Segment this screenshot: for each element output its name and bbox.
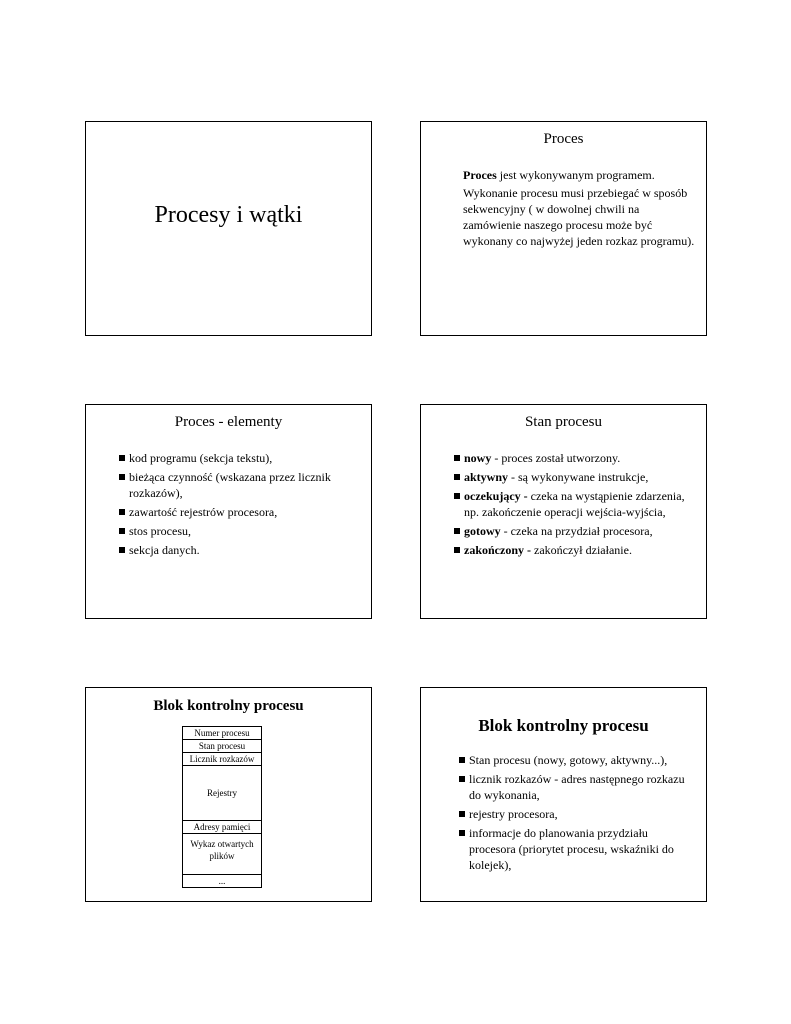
list-item — [454, 450, 696, 466]
list-item-text: zawartość rejestrów procesora, — [129, 505, 278, 519]
list-item — [119, 469, 359, 501]
pcb-row: Adresy pamięci — [183, 821, 261, 834]
list-item-text: informacje do planowania przydziału procesora (priorytet procesu, wskaźniki do kolejek), — [469, 826, 674, 872]
slide-1 — [85, 121, 372, 336]
list-item-text: Stan procesu (nowy, gotowy, aktywny...), — [469, 753, 668, 767]
square-bullet-icon — [119, 547, 125, 553]
slide-3-title: Proces - elementy — [174, 414, 283, 430]
slide-2-body — [463, 167, 696, 251]
square-bullet-icon — [459, 811, 465, 817]
state-description: czeka na wystąpienie zdarzenia, np. zakończenie operacji wejścia-wyjścia, — [464, 489, 685, 519]
state-name: nowy — [464, 451, 492, 465]
list-item — [119, 542, 359, 558]
slide-2-title: Proces — [543, 131, 584, 147]
list-item — [454, 523, 696, 539]
state-description: - proces został utworzony. — [491, 451, 621, 465]
square-bullet-icon — [119, 509, 125, 515]
square-bullet-icon — [454, 455, 460, 461]
list-item — [459, 771, 694, 803]
square-bullet-icon — [119, 528, 125, 534]
slide-3-bullet-list — [119, 450, 359, 561]
list-item — [454, 469, 696, 485]
pcb-row: Rejestry — [183, 766, 261, 821]
list-item — [119, 523, 359, 539]
list-item-text: kod programu (sekcja tekstu), — [129, 451, 273, 465]
square-bullet-icon — [454, 528, 460, 534]
square-bullet-icon — [459, 757, 465, 763]
state-description: zakończył działanie. — [531, 543, 632, 557]
pcb-row: Stan procesu — [183, 740, 261, 753]
state-name: zakończony - — [464, 543, 531, 557]
slide-2-lead-rest: jest wykonywanym programem. — [496, 168, 655, 182]
list-item — [459, 825, 694, 873]
slide-4 — [420, 404, 707, 619]
slide-1-title: Procesy i wątki — [154, 202, 303, 228]
pcb-row: Numer procesu — [183, 727, 261, 740]
slide-4-bullet-list — [454, 450, 696, 561]
slide-3 — [85, 404, 372, 619]
slide-2-lead — [463, 167, 696, 183]
state-description: - czeka na przydział procesora, — [500, 524, 653, 538]
slide-2-lead-bold: Proces — [463, 168, 497, 182]
slide-6 — [420, 687, 707, 902]
pcb-row: ... — [218, 876, 226, 886]
square-bullet-icon — [454, 474, 460, 480]
list-item-text: rejestry procesora, — [469, 807, 558, 821]
slide-6-bullet-list — [459, 752, 694, 876]
list-item — [119, 450, 359, 466]
slide-5-title: Blok kontrolny procesu — [153, 698, 304, 714]
list-item-text: bieżąca czynność (wskazana przez licznik rozkazów), — [129, 470, 331, 500]
state-name: aktywny — [464, 470, 509, 484]
slide-2 — [420, 121, 707, 336]
state-name: oczekujący - — [464, 489, 528, 503]
pcb-row: Wykaz otwartych plików — [183, 834, 261, 875]
square-bullet-icon — [459, 830, 465, 836]
slide-6-title: Blok kontrolny procesu — [478, 716, 649, 735]
list-item-text: stos procesu, — [129, 524, 191, 538]
slide-2-paragraph: Wykonanie procesu musi przebiegać w sposób sekwencyjny ( w dowolnej chwili na zamówienie naszego procesu może być wykonany co najwyżej jeden rozkaz programu). — [463, 186, 695, 248]
list-item-text: sekcja danych. — [129, 543, 200, 557]
square-bullet-icon — [119, 474, 125, 480]
list-item — [119, 504, 359, 520]
state-description: - są wykonywane instrukcje, — [508, 470, 649, 484]
square-bullet-icon — [454, 547, 460, 553]
square-bullet-icon — [454, 493, 460, 499]
square-bullet-icon — [119, 455, 125, 461]
list-item — [454, 542, 696, 558]
list-item — [454, 488, 696, 520]
list-item — [459, 752, 694, 768]
pcb-row: Licznik rozkazów — [183, 753, 261, 766]
slide-5 — [85, 687, 372, 902]
slide-4-title: Stan procesu — [524, 414, 603, 430]
state-name: gotowy — [464, 524, 501, 538]
list-item — [459, 806, 694, 822]
list-item-text: licznik rozkazów - adres następnego rozkazu do wykonania, — [469, 772, 685, 802]
pcb-table — [182, 726, 262, 888]
square-bullet-icon — [459, 776, 465, 782]
